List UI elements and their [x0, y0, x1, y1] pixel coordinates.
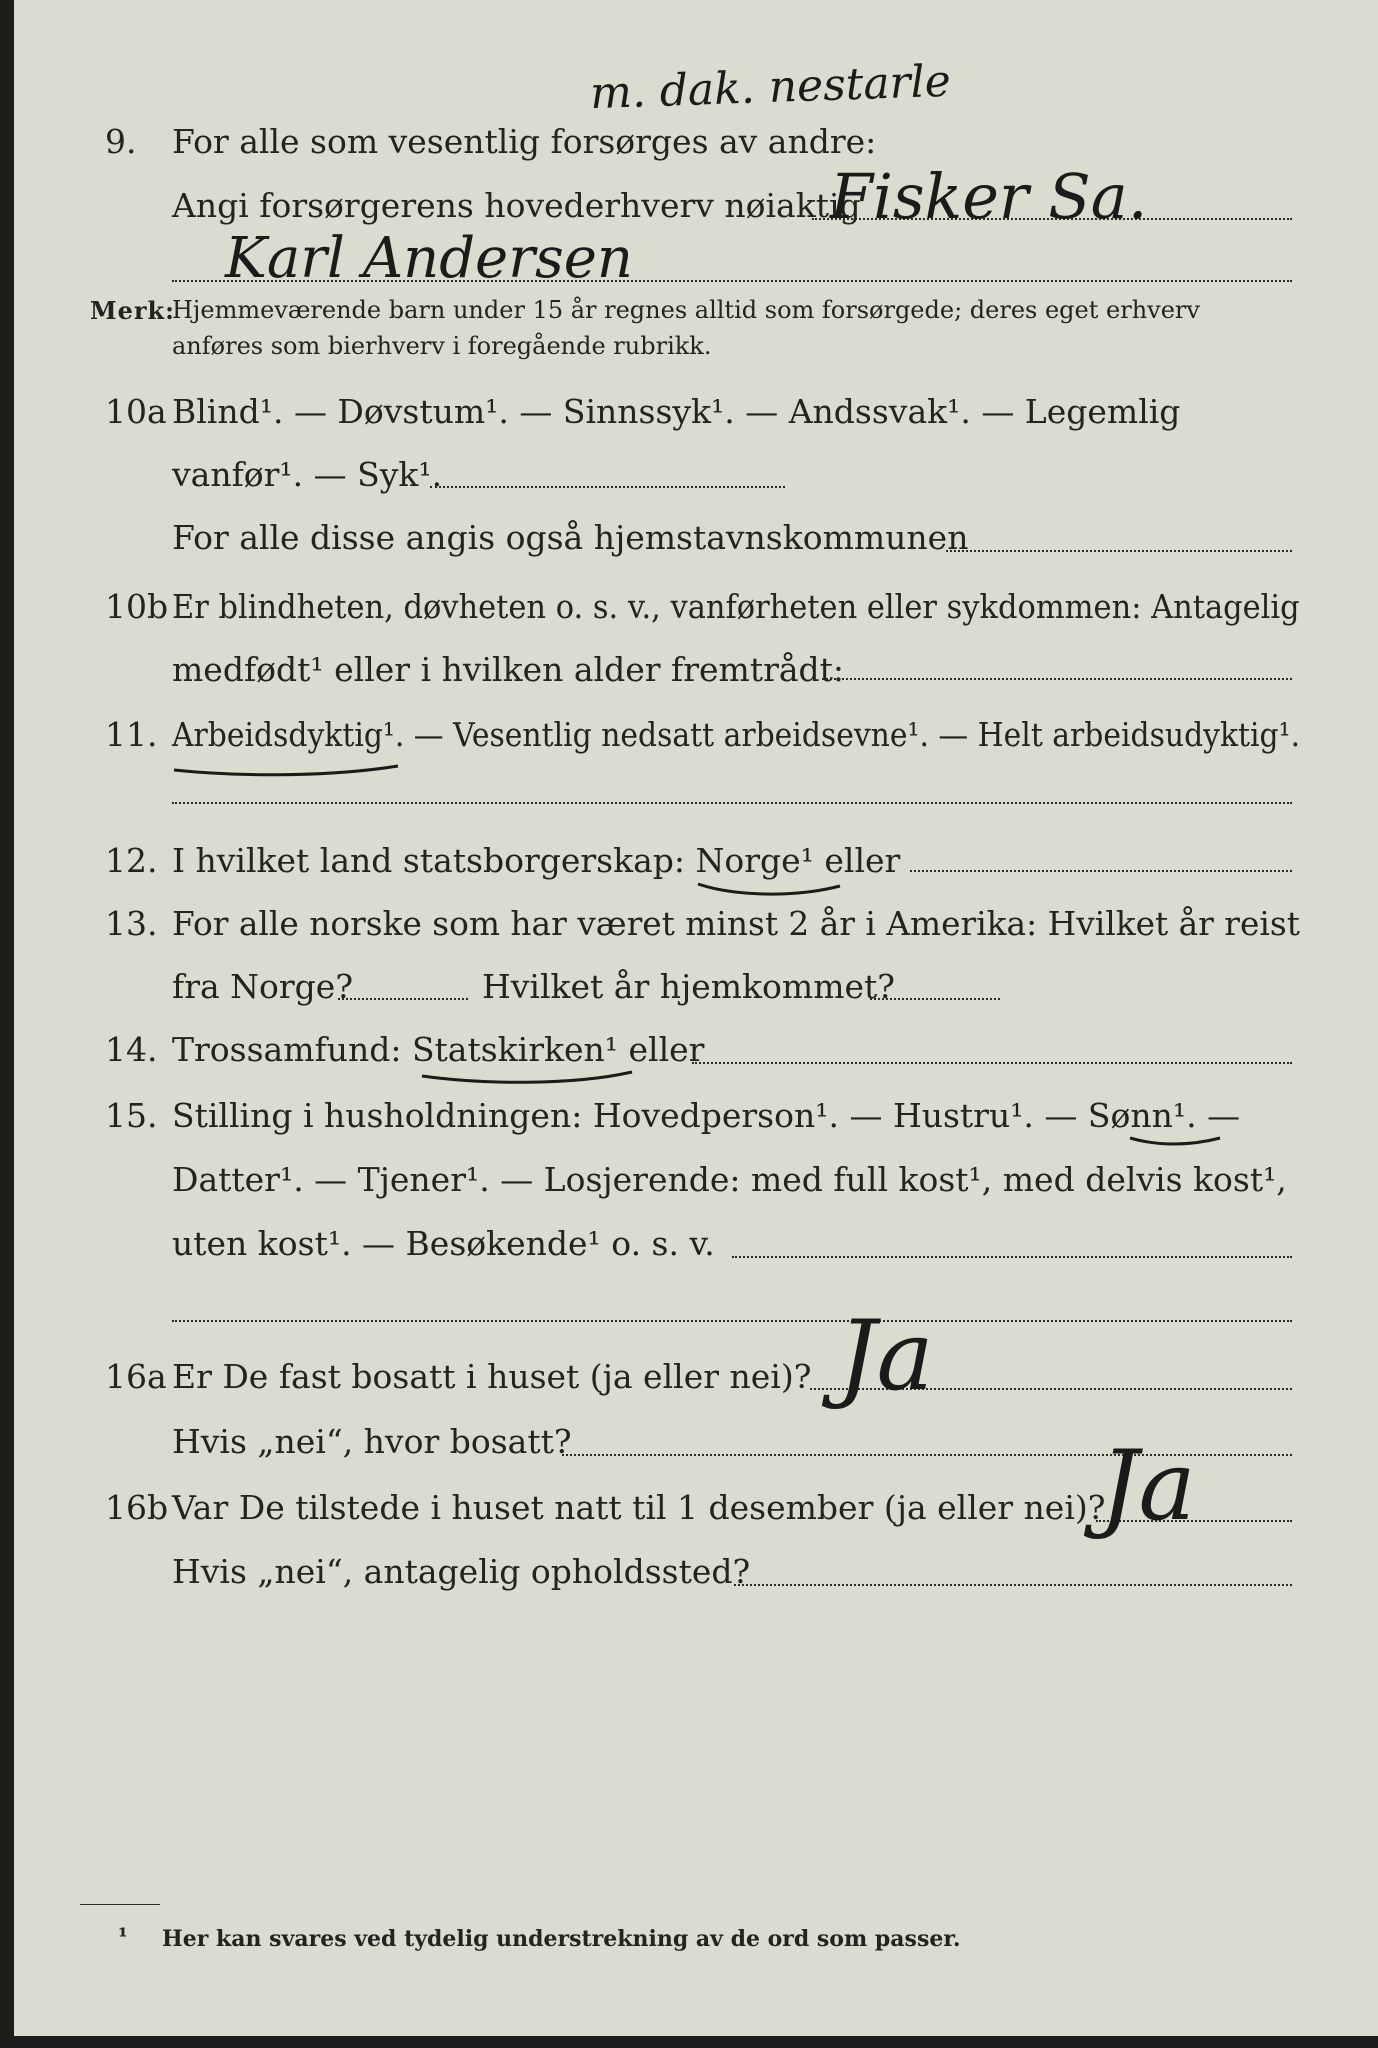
q12-dotted-line	[910, 870, 1292, 872]
q16a-number: 16a	[105, 1357, 167, 1396]
q16b-line1: Var De tilstede i huset natt til 1 desember (ja eller nei)?	[172, 1488, 1106, 1527]
q11-dotted-line	[172, 802, 1292, 804]
q16a-line1: Er De fast bosatt i huset (ja eller nei)?	[172, 1357, 812, 1396]
q12-underline-mark	[694, 876, 844, 906]
handwritten-top-note: m. dak. nestarle	[589, 55, 952, 120]
q12-number: 12.	[105, 841, 158, 880]
handwritten-occupation: Fisker Sa.	[830, 160, 1148, 233]
q13-line2b: Hvilket år hjemkommet?	[482, 967, 895, 1006]
q16a-line2: Hvis „nei“, hvor bosatt?	[172, 1422, 572, 1461]
q10a-line1: Blind¹. — Døvstum¹. — Sinnssyk¹. — Andssvak¹. — Legemlig	[172, 392, 1181, 431]
q9-line1: For alle som vesentlig forsørges av andre:	[172, 122, 877, 161]
q15-dotted-line	[732, 1256, 1292, 1258]
scan-edge-left	[0, 0, 14, 2048]
q16b-location-dotted-line	[734, 1584, 1292, 1586]
q10b-age-dotted-line	[822, 678, 1292, 680]
q14-line1: Trossamfund: Statskirken¹ eller	[172, 1030, 705, 1069]
q11-line1: Arbeidsdyktig¹. — Vesentlig nedsatt arbeidsevne¹. — Helt arbeidsudyktig¹.	[172, 715, 1301, 754]
q10a-line2: vanfør¹. — Syk¹.	[172, 455, 443, 494]
q13-return-dotted-line	[870, 998, 1000, 1000]
q11-number: 11.	[105, 715, 158, 754]
q10b-number: 10b	[105, 587, 169, 626]
q15-line1: Stilling i husholdningen: Hovedperson¹. — Hustru¹. — Sønn¹. —	[172, 1096, 1241, 1135]
q15-extra-dotted-line	[172, 1320, 1292, 1322]
q15-line2: Datter¹. — Tjener¹. — Losjerende: med full kost¹, med delvis kost¹,	[172, 1160, 1287, 1199]
q9-number: 9.	[105, 122, 137, 161]
merk-line1: Hjemmeværende barn under 15 år regnes alltid som forsørgede; deres eget erhverv	[172, 296, 1200, 324]
q11-underline-mark	[172, 756, 402, 786]
q14-dotted-line	[692, 1062, 1292, 1064]
q10a-sickness-dotted-line	[430, 486, 785, 488]
q14-number: 14.	[105, 1030, 158, 1069]
footnote-text: Her kan svares ved tydelig understrekning av de ord som passer.	[162, 1926, 961, 1952]
handwritten-answer-16b: Ja	[1100, 1430, 1196, 1542]
handwritten-answer-16a: Ja	[838, 1300, 934, 1412]
merk-label: Merk:	[90, 296, 175, 325]
q10a-line3: For alle disse angis også hjemstavnskommunen	[172, 518, 969, 557]
q16b-number: 16b	[105, 1488, 169, 1527]
q13-number: 13.	[105, 904, 158, 943]
q14-underline-mark	[420, 1066, 635, 1096]
q15-number: 15.	[105, 1096, 158, 1135]
merk-line2: anføres som bierhverv i foregående rubrikk.	[172, 332, 712, 360]
q10b-line1: Er blindheten, døvheten o. s. v., vanførheten eller sykdommen: Antagelig	[172, 587, 1300, 626]
q13-departure-dotted-line	[338, 998, 468, 1000]
q10a-municipality-dotted-line	[946, 550, 1292, 552]
scan-edge-bottom	[0, 2036, 1378, 2048]
q10b-line2: medfødt¹ eller i hvilken alder fremtrådt:	[172, 650, 845, 689]
footnote-rule	[80, 1904, 160, 1905]
q10a-number: 10a	[105, 392, 167, 431]
q15-line3: uten kost¹. — Besøkende¹ o. s. v.	[172, 1224, 715, 1263]
q16b-line2: Hvis „nei“, antagelig opholdssted?	[172, 1552, 751, 1591]
handwritten-name: Karl Andersen	[225, 226, 633, 291]
footnote-mark: ¹	[118, 1924, 128, 1950]
q15-underline-mark	[1128, 1130, 1224, 1156]
q12-line1: I hvilket land statsborgerskap: Norge¹ eller	[172, 841, 901, 880]
q13-line1: For alle norske som har været minst 2 år i Amerika: Hvilket år reist	[172, 904, 1300, 943]
q9-line2: Angi forsørgerens hovederhverv nøiaktig	[172, 186, 861, 225]
q13-line2a: fra Norge?	[172, 967, 354, 1006]
